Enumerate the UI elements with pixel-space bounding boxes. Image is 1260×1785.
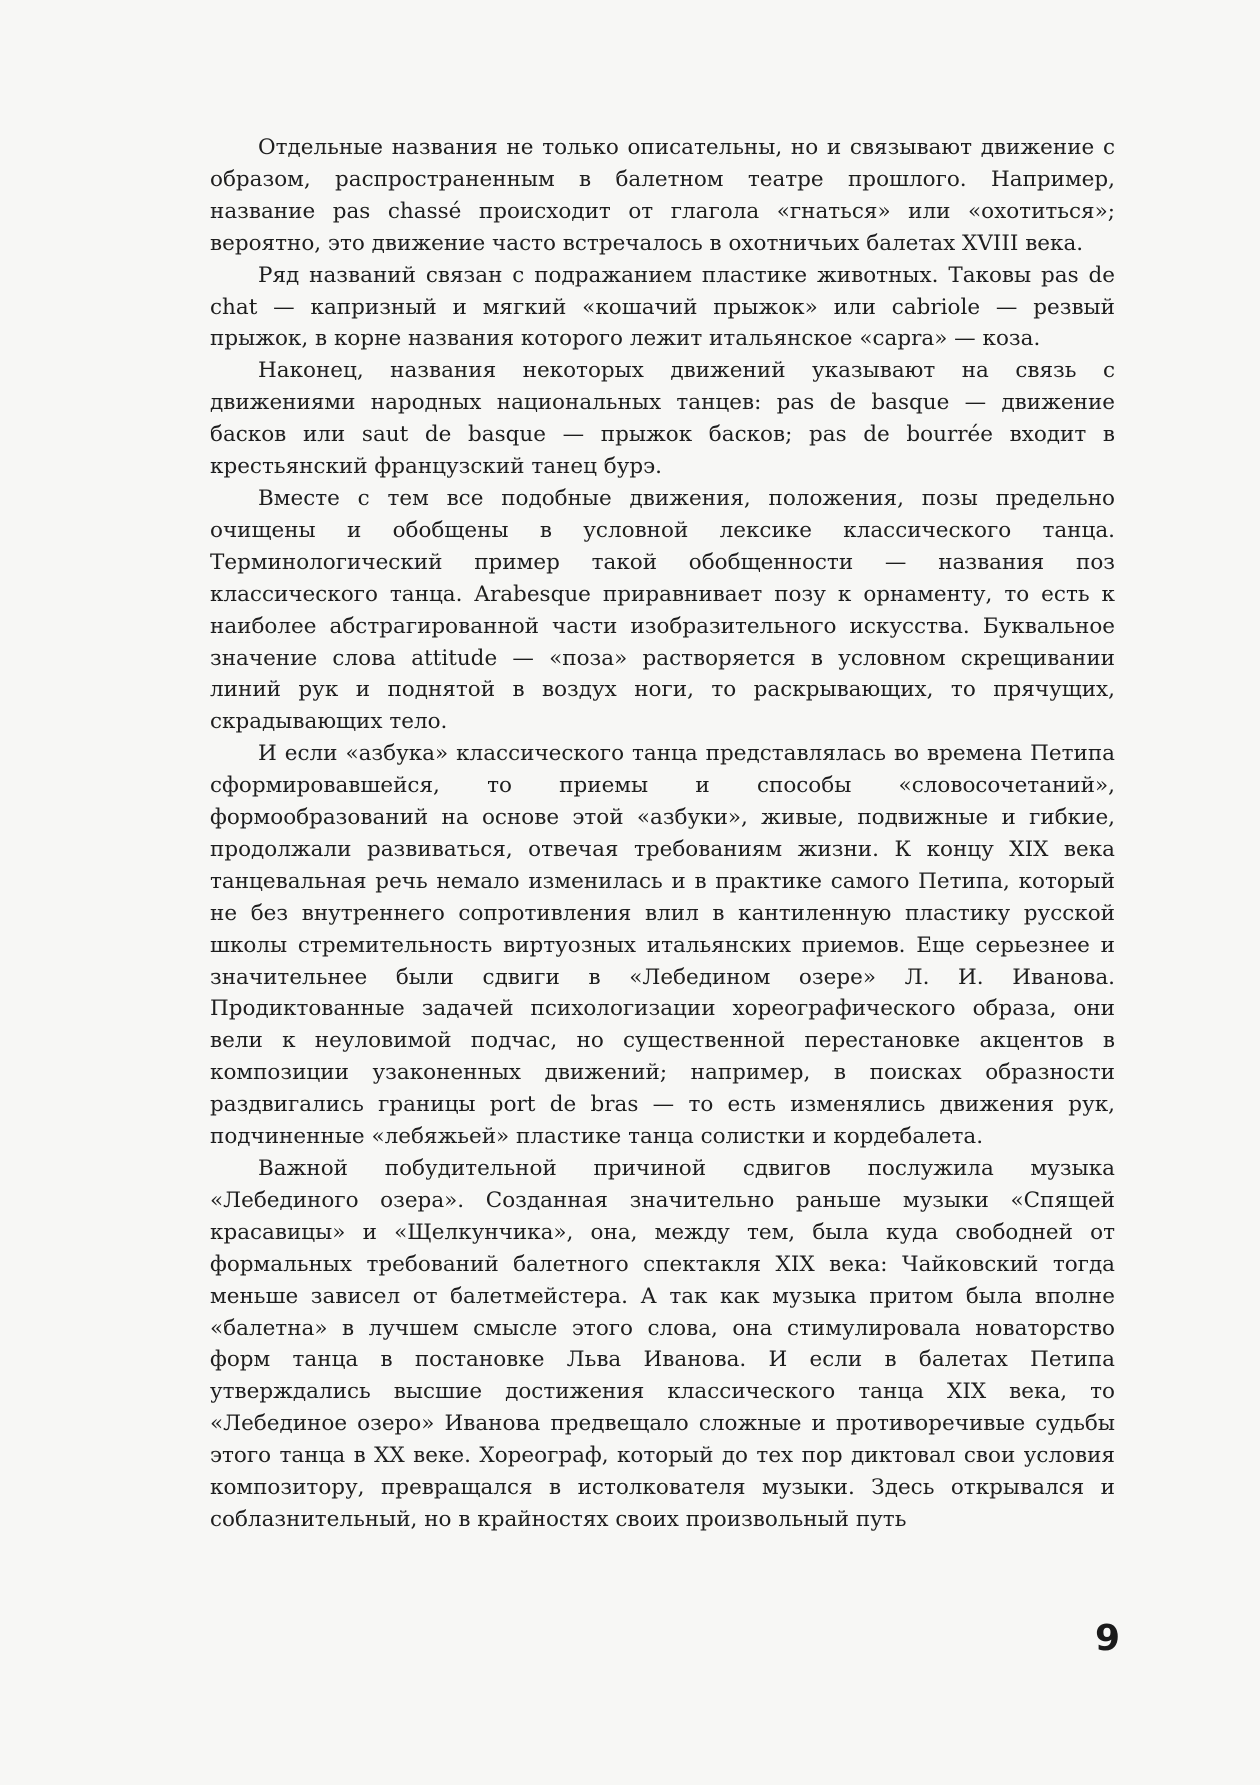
paragraph-1: Отдельные названия не только описательны, но и связывают движение с образом, распространенным в балетном театре прошлого. Например, название pas chassé происходит от глагола «гнаться» или «охотиться»; вероятно, это движение часто встречалось в охотничьих балетах XVIII века. xyxy=(210,135,1115,256)
page-number: 9 xyxy=(1095,1618,1121,1659)
paragraph-2: Ряд названий связан с подражанием пластике животных. Таковы pas de chat — капризный и мягкий «кошачий прыжок» или cabriole — резвый прыжок, в корне названия которого лежит итальянское «capra» — коза. xyxy=(210,262,1115,352)
paragraph-5: И если «азбука» классического танца представлялась во времена Петипа сформировавшейся, то приемы и способы «словосочетаний», формообразований на основе этой «азбуки», живые, подвижные и гибкие, продолжали развиваться, отвечая требованиям жизни. К концу XIX века танцевальная речь немало изменилась и в практике самого Петипа, который не без внутреннего сопротивления влил в кантиленную пластику русской школы стремительность виртуозных итальянских приемов. Еще серьезнее и значительнее были сдвиги в «Лебедином озере» Л. И. Иванова. Продиктованные задачей психологизации хореографического образа, они вели к неуловимой подчас, но существенной перестановке акцентов в композиции узаконенных движений; например, в поисках образности раздвигались границы port de bras — то есть изменялись движения рук, подчиненные «лебяжьей» пластике танца солистки и кордебалета. xyxy=(210,741,1115,1150)
body-text xyxy=(210,132,1115,1536)
paragraph-3: Наконец, названия некоторых движений указывают на связь с движениями народных национальных танцев: pas de basque — движение басков или saut de basque — прыжок басков; pas de bourrée входит в крестьянский французский танец бурэ. xyxy=(210,358,1115,480)
paragraph-4: Вместе с тем все подобные движения, положения, позы предельно очищены и обобщены в условной лексике классического танца. Терминологический пример такой обобщенности — названия поз классического танца. Arabesque приравнивает позу к орнаменту, то есть к наиболее абстрагированной части изобразительного искусства. Буквальное значение слова attitude — «поза» растворяется в условном скрещивании линий рук и поднятой в воздух ноги, то раскрывающих, то прячущих, скрадывающих тело. xyxy=(210,485,1115,735)
paragraph-6: Важной побудительной причиной сдвигов послужила музыка «Лебединого озера». Созданная значительно раньше музыки «Спящей красавицы» и «Щелкунчика», она, между тем, была куда свободней от формальных требований балетного спектакля XIX века: Чайковский тогда меньше зависел от балетмейстера. А так как музыка притом была вполне «балетна» в лучшем смысле этого слова, она стимулировала новаторство форм танца в постановке Льва Иванова. И если в балетах Петипа утверждались высшие достижения классического танца XIX века, то «Лебединое озеро» Иванова предвещало сложные и противоречивые судьбы этого танца в XX веке. Хореограф, который до тех пор диктовал свои условия композитору, превращался в истолкователя музыки. Здесь открывался и соблазнительный, но в крайностях своих произвольный путь xyxy=(210,1156,1115,1532)
